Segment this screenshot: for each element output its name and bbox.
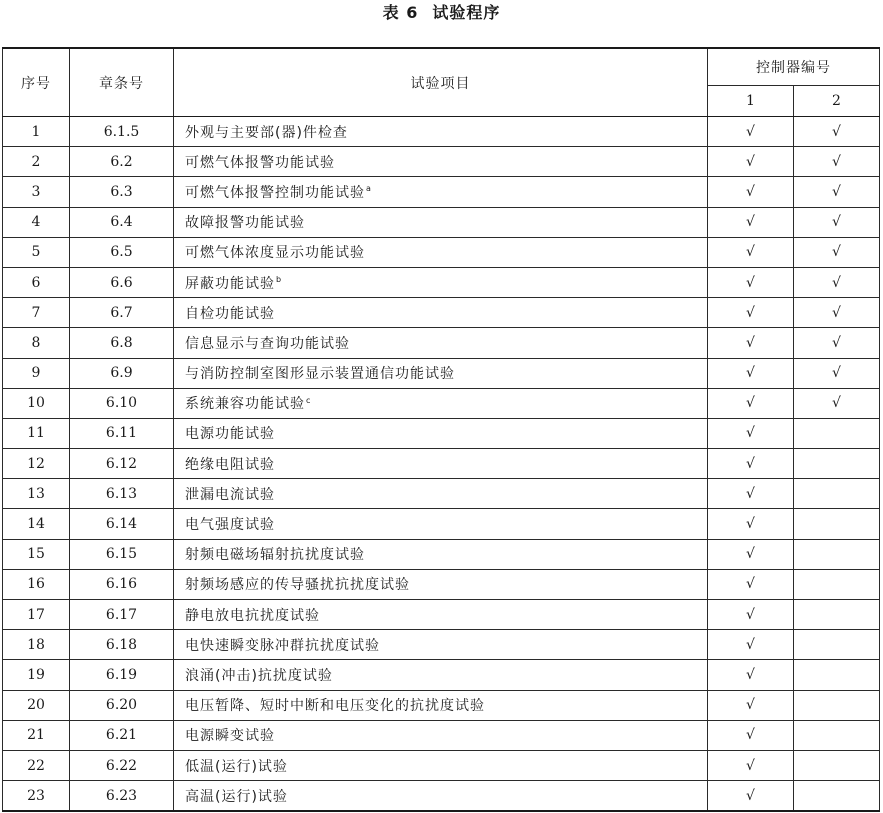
table-row	[3, 117, 880, 147]
row-controller-2-check	[794, 750, 880, 780]
row-item-text: 电源瞬变试验	[185, 728, 275, 745]
row-seq: 14	[3, 509, 70, 539]
row-controller-1-check: √	[708, 418, 794, 448]
row-item-text: 高温(运行)试验	[185, 788, 288, 805]
row-item	[174, 479, 708, 509]
row-clause: 6.8	[70, 328, 174, 358]
row-seq: 1	[3, 117, 70, 147]
row-controller-2-check	[794, 509, 880, 539]
row-item	[174, 207, 708, 237]
table-row	[3, 690, 880, 720]
row-controller-1-check: √	[708, 267, 794, 297]
table-row	[3, 177, 880, 207]
row-clause: 6.7	[70, 298, 174, 328]
row-seq: 2	[3, 147, 70, 177]
row-clause: 6.10	[70, 388, 174, 418]
table-row	[3, 630, 880, 660]
row-seq: 19	[3, 660, 70, 690]
row-controller-2-check	[794, 449, 880, 479]
row-clause: 6.11	[70, 418, 174, 448]
table-row	[3, 147, 880, 177]
row-controller-1-check: √	[708, 600, 794, 630]
row-item-text: 可燃气体报警功能试验	[185, 154, 335, 171]
row-controller-2-check	[794, 781, 880, 812]
row-clause: 6.9	[70, 358, 174, 388]
row-clause: 6.2	[70, 147, 174, 177]
row-item-text: 自检功能试验	[185, 305, 275, 322]
row-controller-1-check: √	[708, 781, 794, 812]
row-controller-1-check: √	[708, 328, 794, 358]
row-controller-1-check: √	[708, 720, 794, 750]
row-controller-2-check	[794, 660, 880, 690]
table-number: 表 6	[382, 3, 419, 22]
row-item	[174, 358, 708, 388]
table-row	[3, 449, 880, 479]
row-item-text: 系统兼容功能试验	[185, 396, 305, 413]
row-controller-1-check: √	[708, 569, 794, 599]
row-item	[174, 418, 708, 448]
row-controller-1-check: √	[708, 177, 794, 207]
row-controller-2-check: √	[794, 177, 880, 207]
row-clause: 6.16	[70, 569, 174, 599]
row-controller-2-check	[794, 418, 880, 448]
row-controller-2-check: √	[794, 298, 880, 328]
row-controller-1-check: √	[708, 630, 794, 660]
row-item	[174, 690, 708, 720]
row-item	[174, 147, 708, 177]
row-item	[174, 539, 708, 569]
row-item	[174, 449, 708, 479]
table-row	[3, 781, 880, 812]
row-clause: 6.5	[70, 237, 174, 267]
row-item-text: 电气强度试验	[185, 517, 275, 534]
row-controller-1-check: √	[708, 449, 794, 479]
row-clause: 6.18	[70, 630, 174, 660]
row-controller-1-check: √	[708, 207, 794, 237]
row-item-text: 电源功能试验	[185, 426, 275, 443]
row-clause: 6.19	[70, 660, 174, 690]
row-item-text: 浪涌(冲击)抗扰度试验	[185, 667, 333, 684]
row-item-text: 屏蔽功能试验	[185, 275, 275, 292]
table-title	[0, 0, 883, 26]
table-row	[3, 720, 880, 750]
row-seq: 17	[3, 600, 70, 630]
row-item	[174, 328, 708, 358]
row-item-text: 信息显示与查询功能试验	[185, 335, 350, 352]
row-item-footnote-mark: c	[306, 395, 312, 405]
row-controller-2-check: √	[794, 388, 880, 418]
row-seq: 20	[3, 690, 70, 720]
row-controller-2-check	[794, 539, 880, 569]
row-clause: 6.12	[70, 449, 174, 479]
row-controller-1-check: √	[708, 509, 794, 539]
row-seq: 21	[3, 720, 70, 750]
header-controller-2: 2	[794, 86, 880, 117]
table-row	[3, 358, 880, 388]
row-seq: 9	[3, 358, 70, 388]
table-row	[3, 207, 880, 237]
row-seq: 11	[3, 418, 70, 448]
row-controller-2-check: √	[794, 147, 880, 177]
row-clause: 6.13	[70, 479, 174, 509]
row-item-text: 射频电磁场辐射抗扰度试验	[185, 547, 365, 564]
row-controller-1-check: √	[708, 117, 794, 147]
row-item-text: 射频场感应的传导骚扰抗扰度试验	[185, 577, 410, 594]
row-controller-2-check	[794, 569, 880, 599]
row-item	[174, 600, 708, 630]
table-row	[3, 479, 880, 509]
row-clause: 6.14	[70, 509, 174, 539]
row-item	[174, 388, 708, 418]
table-row	[3, 600, 880, 630]
row-clause: 6.1.5	[70, 117, 174, 147]
row-item	[174, 660, 708, 690]
row-controller-1-check: √	[708, 660, 794, 690]
row-controller-2-check	[794, 479, 880, 509]
table-row	[3, 298, 880, 328]
row-clause: 6.17	[70, 600, 174, 630]
row-item-text: 电快速瞬变脉冲群抗扰度试验	[185, 637, 380, 654]
table-header	[3, 48, 880, 117]
row-controller-1-check: √	[708, 358, 794, 388]
row-controller-2-check: √	[794, 267, 880, 297]
row-item-text: 低温(运行)试验	[185, 758, 288, 775]
row-controller-1-check: √	[708, 388, 794, 418]
row-item	[174, 117, 708, 147]
row-item-text: 外观与主要部(器)件检查	[185, 124, 348, 141]
table-body	[3, 117, 880, 812]
table-row	[3, 267, 880, 297]
row-item	[174, 781, 708, 812]
row-controller-1-check: √	[708, 479, 794, 509]
row-clause: 6.6	[70, 267, 174, 297]
table-row	[3, 237, 880, 267]
table-row	[3, 660, 880, 690]
row-controller-1-check: √	[708, 750, 794, 780]
row-item-text: 与消防控制室图形显示装置通信功能试验	[185, 366, 455, 383]
row-controller-1-check: √	[708, 539, 794, 569]
header-seq: 序号	[3, 48, 70, 117]
row-seq: 15	[3, 539, 70, 569]
table-row	[3, 418, 880, 448]
row-item	[174, 630, 708, 660]
row-seq: 12	[3, 449, 70, 479]
row-item-text: 泄漏电流试验	[185, 486, 275, 503]
row-controller-2-check	[794, 720, 880, 750]
row-seq: 3	[3, 177, 70, 207]
row-controller-2-check: √	[794, 358, 880, 388]
table-row	[3, 569, 880, 599]
row-controller-2-check: √	[794, 237, 880, 267]
row-item-text: 可燃气体报警控制功能试验	[185, 184, 365, 201]
row-controller-2-check	[794, 630, 880, 660]
row-clause: 6.22	[70, 750, 174, 780]
row-seq: 7	[3, 298, 70, 328]
table-row	[3, 509, 880, 539]
row-clause: 6.23	[70, 781, 174, 812]
table-title-text: 试验程序	[432, 3, 501, 22]
row-item-text: 可燃气体浓度显示功能试验	[185, 245, 365, 262]
row-controller-2-check	[794, 600, 880, 630]
row-seq: 18	[3, 630, 70, 660]
header-controller-1: 1	[708, 86, 794, 117]
row-controller-1-check: √	[708, 298, 794, 328]
row-clause: 6.15	[70, 539, 174, 569]
table-row	[3, 539, 880, 569]
row-seq: 16	[3, 569, 70, 599]
row-controller-1-check: √	[708, 147, 794, 177]
row-item	[174, 237, 708, 267]
row-controller-1-check: √	[708, 237, 794, 267]
header-controller-group: 控制器编号	[708, 48, 880, 86]
row-item-footnote-mark: a	[366, 184, 372, 194]
row-item	[174, 267, 708, 297]
row-seq: 13	[3, 479, 70, 509]
header-clause: 章条号	[70, 48, 174, 117]
row-clause: 6.20	[70, 690, 174, 720]
row-seq: 5	[3, 237, 70, 267]
row-clause: 6.3	[70, 177, 174, 207]
row-seq: 22	[3, 750, 70, 780]
row-item-footnote-mark: b	[276, 274, 283, 284]
row-item	[174, 298, 708, 328]
row-item	[174, 509, 708, 539]
row-item-text: 绝缘电阻试验	[185, 456, 275, 473]
table-row	[3, 388, 880, 418]
row-item-text: 故障报警功能试验	[185, 215, 305, 232]
row-seq: 6	[3, 267, 70, 297]
row-seq: 23	[3, 781, 70, 812]
row-item	[174, 750, 708, 780]
row-controller-2-check: √	[794, 328, 880, 358]
row-controller-1-check: √	[708, 690, 794, 720]
table-row	[3, 750, 880, 780]
row-item-text: 静电放电抗扰度试验	[185, 607, 320, 624]
row-item	[174, 177, 708, 207]
header-item: 试验项目	[174, 48, 708, 117]
row-item	[174, 720, 708, 750]
row-seq: 10	[3, 388, 70, 418]
row-clause: 6.21	[70, 720, 174, 750]
row-controller-2-check	[794, 690, 880, 720]
test-procedure-table	[2, 47, 880, 812]
row-clause: 6.4	[70, 207, 174, 237]
row-controller-2-check: √	[794, 117, 880, 147]
row-item	[174, 569, 708, 599]
row-seq: 4	[3, 207, 70, 237]
row-seq: 8	[3, 328, 70, 358]
row-controller-2-check: √	[794, 207, 880, 237]
table-row	[3, 328, 880, 358]
row-item-text: 电压暂降、短时中断和电压变化的抗扰度试验	[185, 698, 485, 715]
